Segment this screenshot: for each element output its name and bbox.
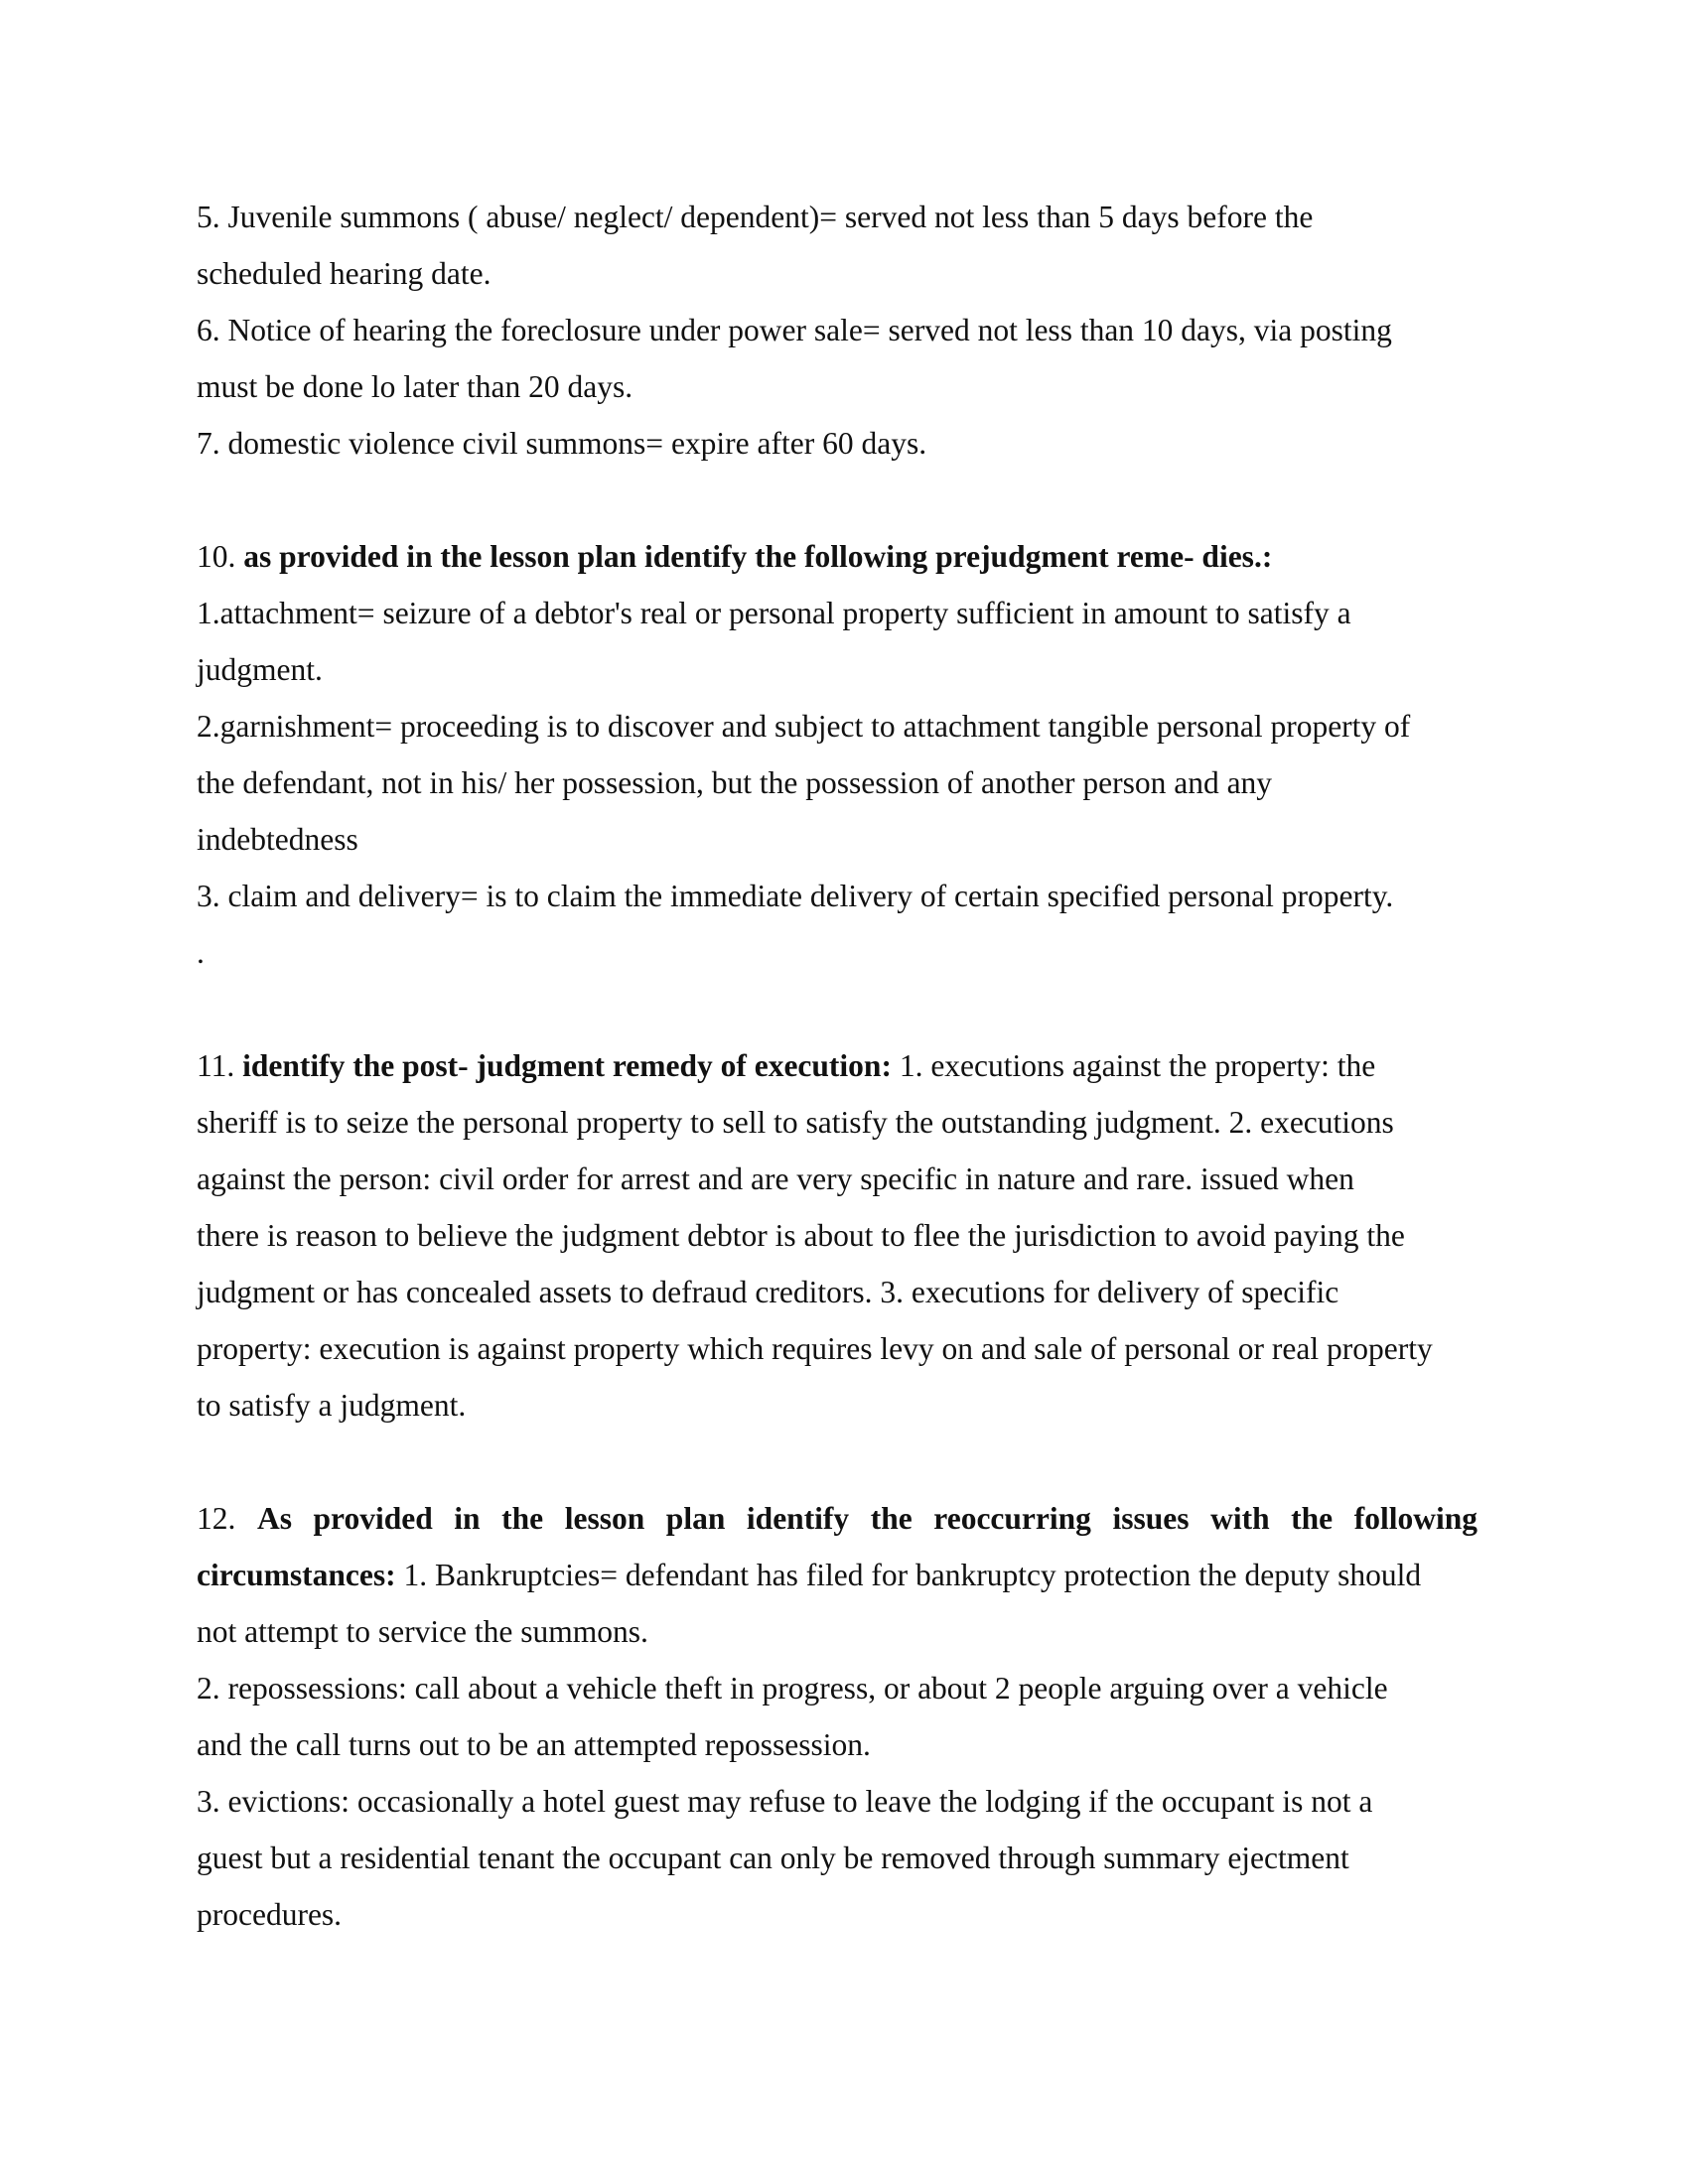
text-line [197,1773,1477,1830]
body-text: 1. Bankruptcies= defendant has filed for bankruptcy protection the deputy should [395,1558,1422,1592]
body-text: 2.garnishment= proceeding is to discover and subject to attachment tangible personal property of [197,709,1411,744]
bold-heading-text: as provided in the lesson plan identify the following prejudgment reme- dies.: [243,539,1273,574]
text-line [197,1547,1477,1603]
body-text: 1.attachment= seizure of a debtor's real or personal property sufficient in amount to satisfy a [197,596,1351,630]
text-line [197,1490,1477,1547]
body-text: 7. domestic violence civil summons= expire after 60 days. [197,426,927,461]
text-line [197,811,1477,868]
text-line [197,1094,1477,1151]
text-line [197,1320,1477,1377]
bold-heading-text: As provided in the lesson plan identify the reoccurring issues with the following [256,1501,1477,1536]
body-text: must be done lo later than 20 days. [197,369,633,404]
text-line [197,1264,1477,1320]
text-line [197,924,1477,981]
body-text: against the person: civil order for arrest and are very specific in nature and rare. issued when [197,1161,1354,1196]
text-line [197,868,1477,924]
body-text: not attempt to service the summons. [197,1614,648,1649]
text-line [197,415,1477,472]
text-line [197,1660,1477,1716]
body-text: 12. [197,1501,257,1536]
blank-line [197,1433,1477,1490]
bold-heading-text: circumstances: [197,1558,396,1592]
body-text: property: execution is against property which requires levy on and sale of personal or real property [197,1331,1433,1366]
body-text: 11. [197,1048,243,1083]
body-text: 2. repossessions: call about a vehicle theft in progress, or about 2 people arguing over a vehicle [197,1671,1388,1706]
text-line [197,585,1477,641]
text-line [197,641,1477,698]
text-line [197,698,1477,754]
body-text: scheduled hearing date. [197,256,492,291]
body-text: and the call turns out to be an attempted repossession. [197,1727,871,1762]
body-text: 5. Juvenile summons ( abuse/ neglect/ dependent)= served not less than 5 days before the [197,200,1314,234]
body-text: there is reason to believe the judgment debtor is about to flee the jurisdiction to avoid paying the [197,1218,1405,1253]
text-line [197,1603,1477,1660]
text-line [197,1377,1477,1433]
body-text: indebtedness [197,822,358,857]
text-line [197,1037,1477,1094]
blank-line [197,981,1477,1037]
text-line [197,1886,1477,1943]
body-text: 1. executions against the property: the [891,1048,1376,1083]
body-text: 10. [197,539,244,574]
bold-heading-text: identify the post- judgment remedy of execution: [242,1048,892,1083]
text-line [197,754,1477,811]
body-text: guest but a residential tenant the occupant can only be removed through summary ejectment [197,1841,1349,1875]
document-page [197,189,1477,1943]
body-text: 6. Notice of hearing the foreclosure under power sale= served not less than 10 days, via posting [197,313,1392,347]
text-line [197,1151,1477,1207]
text-line [197,1207,1477,1264]
body-text: 3. evictions: occasionally a hotel guest may refuse to leave the lodging if the occupant is not a [197,1784,1373,1819]
body-text: sheriff is to seize the personal property to sell to satisfy the outstanding judgment. 2. executions [197,1105,1394,1140]
text-line [197,358,1477,415]
body-text: 3. claim and delivery= is to claim the immediate delivery of certain specified personal property. [197,879,1394,913]
text-line [197,1716,1477,1773]
text-line [197,528,1477,585]
blank-line [197,472,1477,528]
body-text: judgment or has concealed assets to defraud creditors. 3. executions for delivery of specific [197,1275,1339,1309]
text-line [197,302,1477,358]
text-line [197,1830,1477,1886]
body-text: to satisfy a judgment. [197,1388,467,1423]
text-line [197,245,1477,302]
body-text: judgment. [197,652,323,687]
body-text: the defendant, not in his/ her possession, but the possession of another person and any [197,765,1273,800]
text-line [197,189,1477,245]
body-text: . [197,935,205,970]
body-text: procedures. [197,1897,343,1932]
